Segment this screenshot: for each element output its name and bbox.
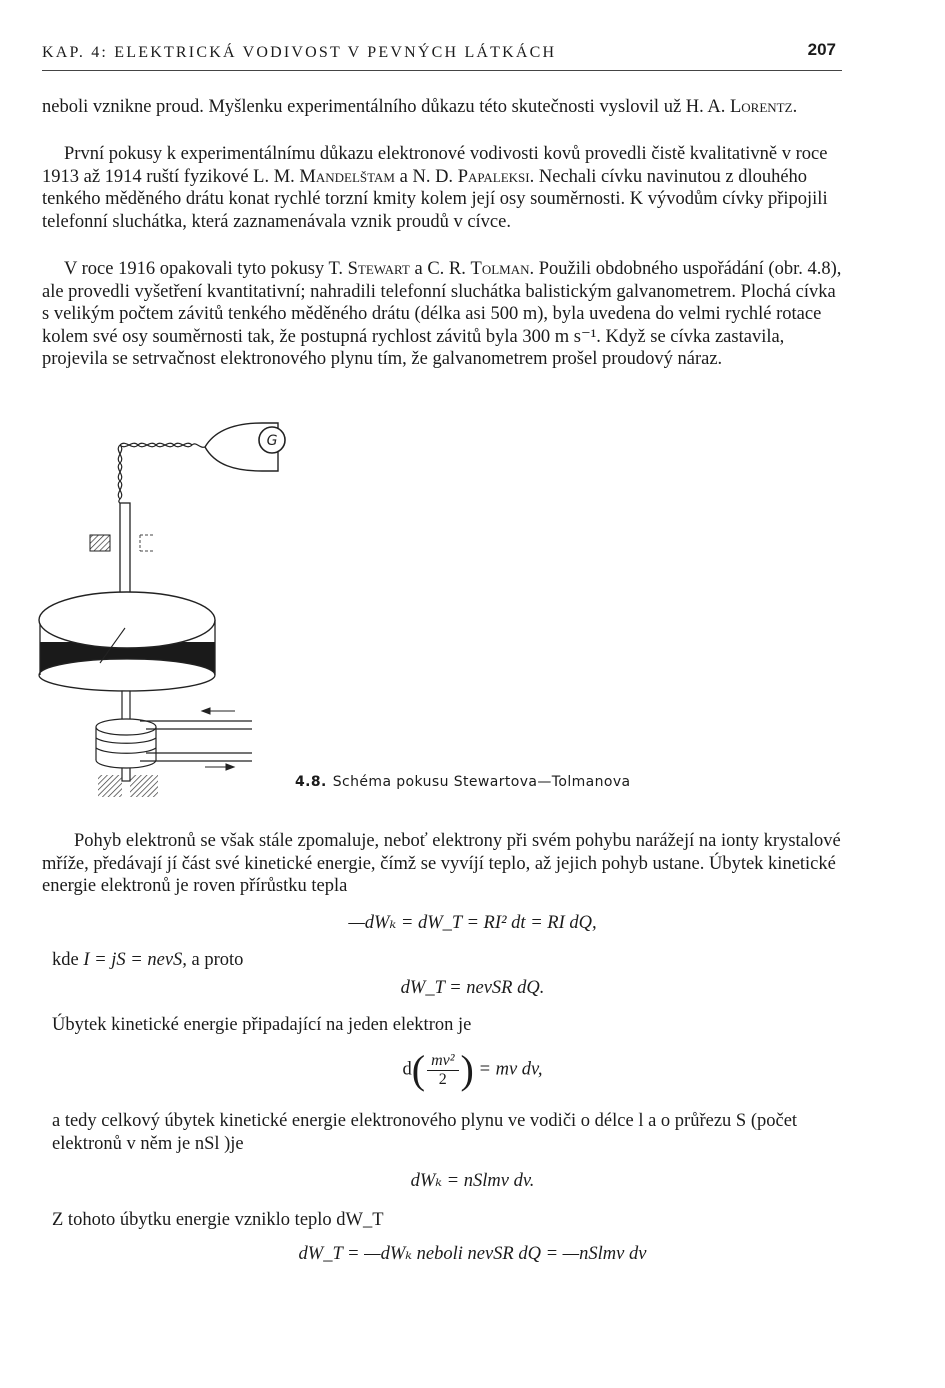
- equation-3-d: d: [402, 1059, 412, 1080]
- name-lorentz: Lorentz: [729, 97, 793, 117]
- paragraph-2-text-3: . Nechali cívku navinutou z dlouhého tenkého měděného drátu konat rychlé torzní kmity kolem její osy souměrnosti. K vývodům cívky připojili telefonní sluchátka, která zaznamenávala vznik proudů v cívce.: [42, 166, 828, 232]
- equation-3: d( $\frac{\text{mv²}}{2}$ ) = mv dv,: [402, 1047, 543, 1092]
- flat-coil: [39, 592, 215, 691]
- right-lower-bearing: [130, 775, 158, 797]
- figure-caption: [295, 774, 631, 790]
- paragraph-4: [42, 830, 842, 898]
- line-teplo: Z tohoto úbytku energie vzniklo teplo dW_T: [52, 1210, 384, 1230]
- line-kde: [52, 950, 243, 971]
- paragraph-2: [42, 143, 842, 233]
- line-kde-expr: I = jS = nevS,: [83, 950, 187, 970]
- name-mandelstam: Mandelštam: [299, 166, 395, 187]
- page-number: 207: [807, 40, 836, 59]
- line-kinetic: Úbytek kinetické energie připadající na jeden elektron je: [52, 1015, 472, 1035]
- paragraph-3-text-2: a C. R.: [414, 259, 466, 279]
- equation-3-fraction: [427, 1052, 458, 1089]
- paragraph-5: a tedy celkový úbytek kinetické energie elektronového plynu ve vodiči o délce l a o průřezu S (počet elektronů v něm je nSl )je: [52, 1111, 798, 1154]
- paragraph-4-text: Pohyb elektronů se však stále zpomaluje, neboť elektrony při svém pohybu narážejí na ionty krystalové mříže, předávají jí část své kinetické energie, čímž se vyvíjí teplo, až jejich pohyb ustane. Úbytek kinetické energie elektronů je roven přírůstku tepla: [42, 831, 841, 896]
- left-upper-bearing: [90, 535, 110, 551]
- line-kde-pre: kde: [52, 950, 79, 970]
- twisted-leads: [118, 443, 205, 505]
- paragraph-3-text-3: . Použili obdobného uspořádání (obr. 4.8), ale provedli vyšetření kvantitativní; nahradili telefonní sluchátka balistickým galvanometrem. Plochá cívka s velikým počtem závitů tenkého měděného drátu (délka asi 500 m), byla uvedena do velmi rychlé rotace kolem své osy souměrnosti tak, že postupná rychlost závitů byla 300 m s⁻¹. Když se cívka zastavila, projevila se setrvačnost elektronového plynu tím, že galvanometrem prošel proudový náraz.: [42, 259, 842, 369]
- page-header: [42, 40, 842, 71]
- paragraph-3-text-1: V roce 1916 opakovali tyto pokusy T.: [64, 259, 344, 279]
- equation-5: dW_T = —dWₖ neboli nevSR dQ = —nSlmv dv: [298, 1244, 647, 1264]
- paragraph-3: [42, 258, 842, 371]
- left-lower-bearing: [98, 775, 122, 797]
- galvanometer: [205, 423, 285, 471]
- paragraph-1-end: .: [792, 97, 798, 117]
- chapter-title: KAP. 4: ELEKTRICKÁ VODIVOST V PEVNÝCH LÁTKÁCH: [42, 44, 557, 61]
- galvanometer-label: G: [266, 433, 278, 449]
- drive-belt: [140, 721, 252, 761]
- paragraph-1-text: neboli vznikne proud. Myšlenku experimentálního důkazu této skutečnosti vyslovil už H. A.: [42, 97, 726, 117]
- name-stewart: Stewart: [347, 259, 410, 279]
- paragraph-2-text-1: První pokusy k experimentálnímu důkazu elektronové vodivosti kovů provedli čistě kvalitativně v roce 1913 až 1914 ruští fyzikové L. M.: [42, 144, 828, 187]
- paragraph-2-text-2: a N. D.: [399, 166, 454, 187]
- equation-2: dW_T = nevSR dQ.: [400, 978, 545, 998]
- figure-caption-text: Schéma pokusu Stewartova—Tolmanova: [332, 774, 631, 790]
- right-upper-bearing: [140, 535, 154, 551]
- equation-3-denominator: 2: [438, 1070, 447, 1088]
- equation-3-rhs: = mv dv,: [478, 1059, 543, 1080]
- stewart-tolman-apparatus-diagram: [30, 405, 290, 805]
- equation-1: —dWₖ = dW_T = RI² dt = RI dQ,: [348, 913, 597, 933]
- equation-3-numerator: mv²: [427, 1052, 458, 1071]
- name-tolman: Tolman: [470, 259, 530, 279]
- paragraph-1: [42, 96, 842, 119]
- figure-number: 4.8.: [295, 774, 327, 790]
- name-papaleksi: Papaleksi: [457, 166, 530, 187]
- line-kde-post: a proto: [191, 950, 244, 970]
- equation-4: dWₖ = nSlmv dv.: [410, 1171, 535, 1191]
